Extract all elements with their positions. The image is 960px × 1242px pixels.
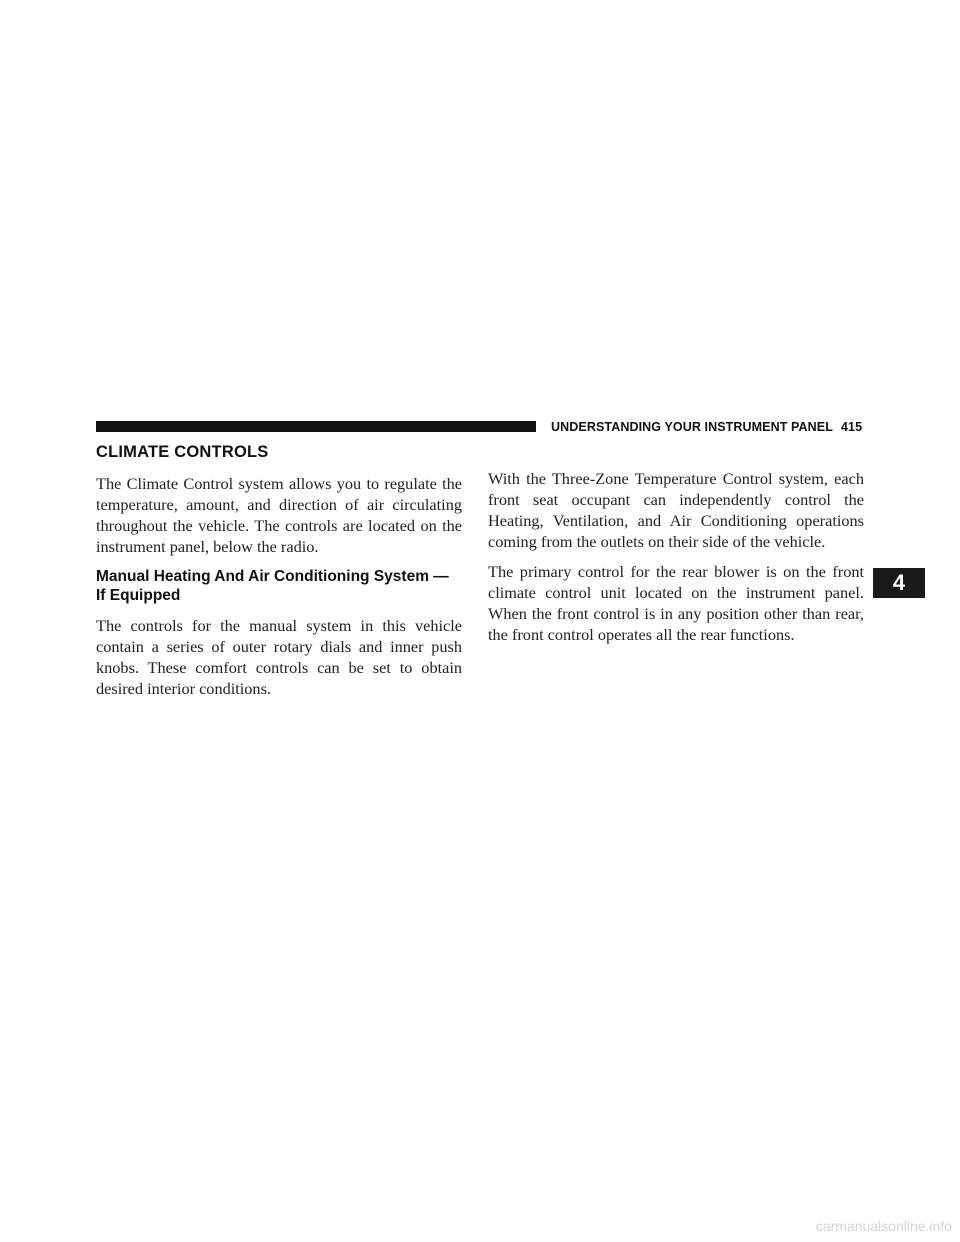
chapter-tab: 4 xyxy=(873,568,925,598)
subsection-title-line1: Manual Heating And Air Conditioning System — xyxy=(96,568,449,585)
running-header-title: UNDERSTANDING YOUR INSTRUMENT PANEL xyxy=(551,420,833,434)
intro-paragraph: The Climate Control system allows you to regulate the temperature, amount, and direction of air circulating throughout the vehicle. The controls are located on the instrument panel, below the radio. xyxy=(96,474,462,556)
subsection-title-line2: If Equipped xyxy=(96,587,181,604)
header-rule xyxy=(96,421,536,432)
page-number: 415 xyxy=(840,420,863,434)
rear-blower-paragraph: The primary control for the rear blower is on the front climate control unit located on the instrument panel. When the front control is in any position other than rear, the front control operates all the rear functions. xyxy=(488,562,864,644)
three-zone-paragraph: With the Three-Zone Temperature Control system, each front seat occupant can independently control the Heating, Ventilation, and Air Conditioning operations coming from the outlets on their side of the vehicle. xyxy=(488,469,864,551)
section-title: CLIMATE CONTROLS xyxy=(96,443,269,461)
left-column xyxy=(96,441,462,708)
watermark: carmanualsonline.info xyxy=(815,1218,952,1234)
right-column xyxy=(488,468,864,654)
manual-system-paragraph: The controls for the manual system in this vehicle contain a series of outer rotary dials and inner push knobs. These comfort controls can be set to obtain desired interior conditions. xyxy=(96,616,462,698)
subsection-title xyxy=(96,567,462,605)
running-header xyxy=(551,418,863,436)
